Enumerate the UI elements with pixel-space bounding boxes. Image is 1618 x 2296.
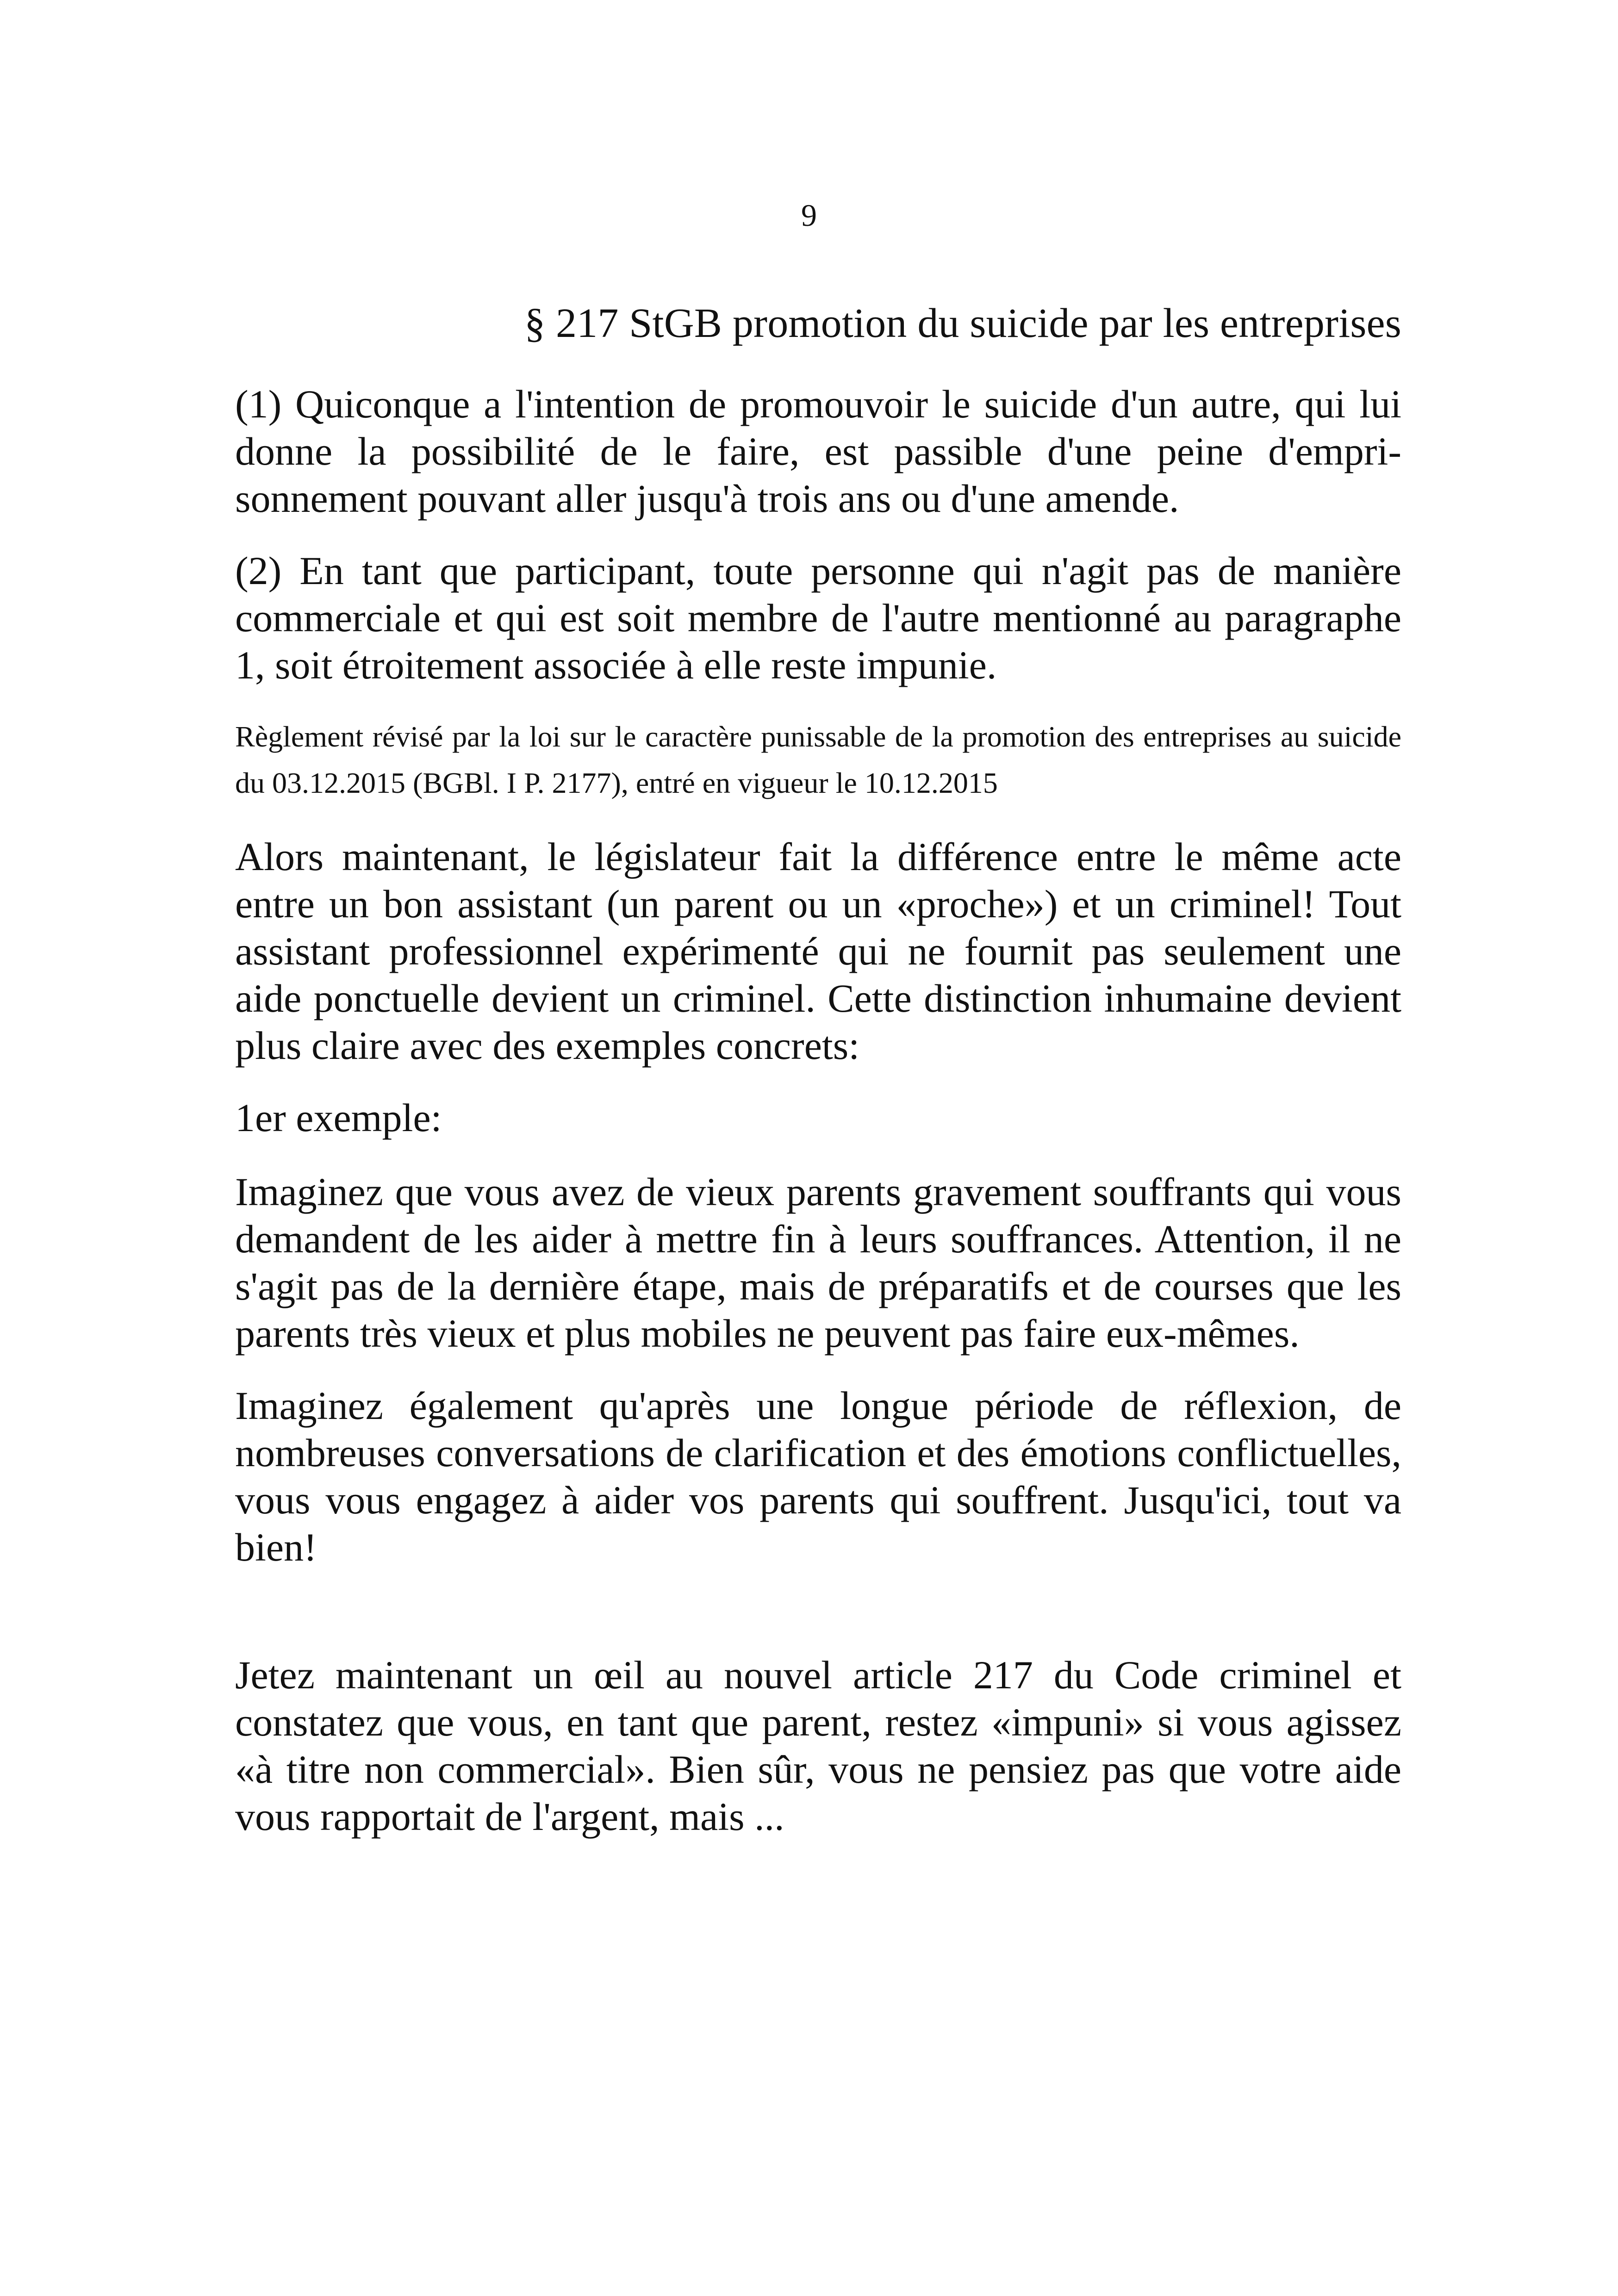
body-paragraph-1: Alors maintenant, le législateur fait la différence entre le même acte entre un bon assistant (un parent ou un «proche») et un criminel! Tout assistant professionnel expérimenté qui ne fournit pas seulement une aide ponctuelle devient un criminel. Cette distinction inhumaine devient plus claire avec des exemples concrets:: [235, 834, 1401, 1068]
body-paragraph-4: Jetez maintenant un œil au nouvel article 217 du Code criminel et constatez que vous, en tant que parent, restez «impuni» si vous agissez «à titre non commercial». Bien sûr, vous ne pensiez pas que votre aide vous rapportait de l'argent, mais ...: [235, 1653, 1401, 1839]
body-paragraph-2: Imaginez que vous avez de vieux parents gravement souffrants qui vous demandent de les aider à mettre fin à leurs souffrances. Attention, il ne s'agit pas de la dernière étape, mais de préparatifs et de courses que les parents très vieux et plus mobiles ne peuvent pas faire eux-mêmes.: [235, 1170, 1401, 1356]
law-paragraph-2: (2) En tant que participant, toute personne qui n'agit pas de manière commerciale et qui est soit membre de l'autre mentionné au paragraphe 1, soit étroitement associée à elle reste impunie.: [235, 548, 1401, 687]
example-label: 1er exemple:: [235, 1095, 442, 1140]
section-title: § 217 StGB promotion du suicide par les entreprises: [524, 300, 1401, 346]
law-paragraph-1: (1) Quiconque a l'intention de promouvoir le suicide d'un autre, qui lui donne la possibilité de le faire, est passible d'une peine d'emprisonnement pouvant aller jusqu'à trois ans ou d'une amende.: [235, 382, 1401, 521]
document-body: [235, 296, 1401, 1865]
body-paragraph-3: Imaginez également qu'après une longue période de réflexion, de nombreuses conversations de clarification et des émotions conflictuelles, vous vous engagez à aider vos parents qui souffrent. Jusqu'ici, tout va bien!: [235, 1383, 1401, 1569]
page-number: 9: [801, 198, 817, 233]
paragraph-gap: [235, 1596, 1401, 1651]
legal-note: Règlement révisé par la loi sur le caractère punissable de la promotion des entreprises au suicide du 03.12.2015 (BGBl. I P. 2177), entré en vigueur le 10.12.2015: [235, 720, 1401, 799]
